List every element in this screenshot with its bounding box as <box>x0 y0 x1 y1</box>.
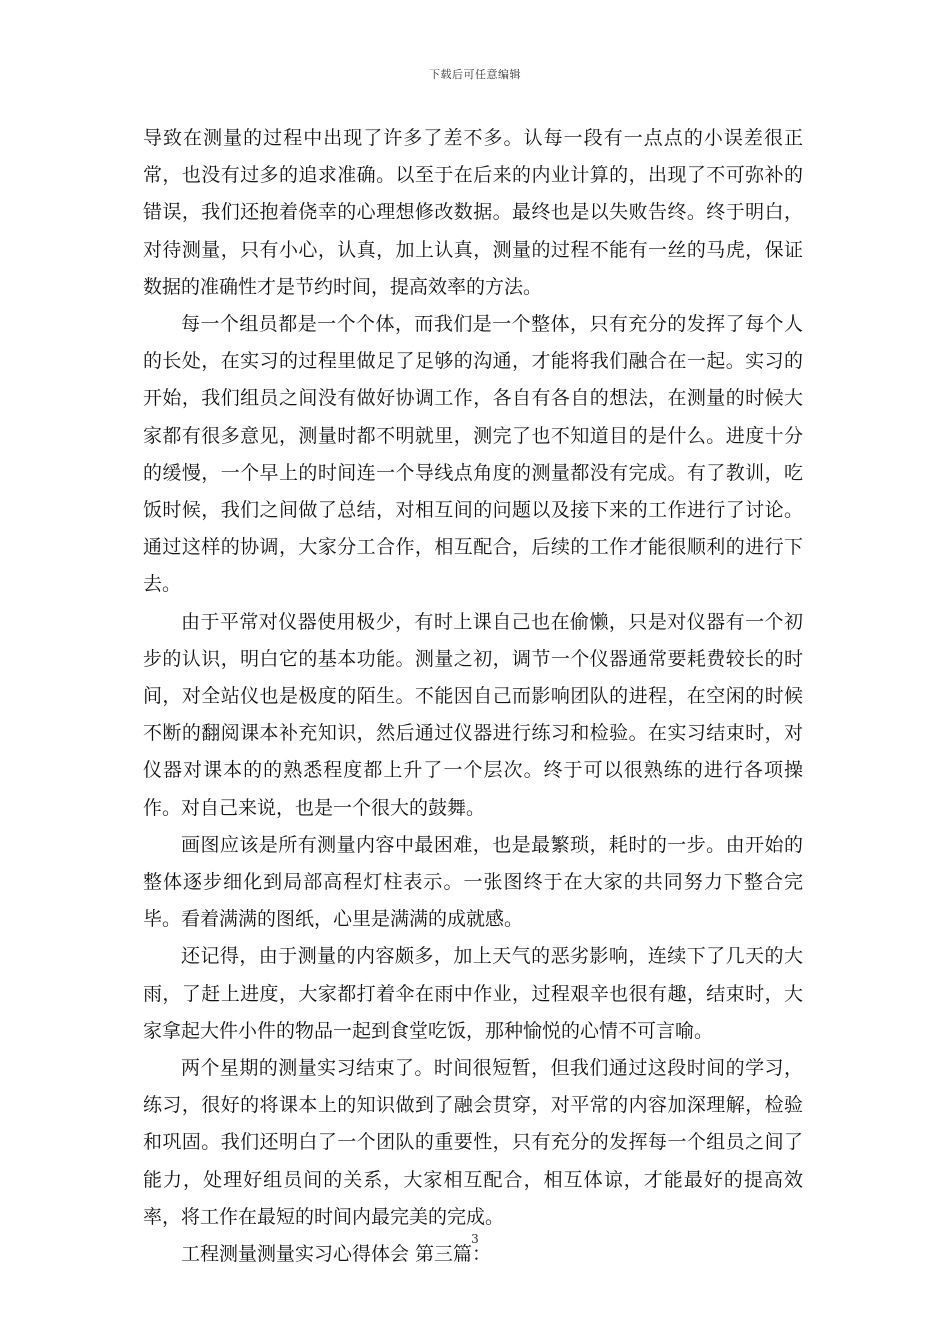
document-body <box>143 120 803 1273</box>
paragraph-3: 由于平常对仪器使用极少，有时上课自己也在偷懒，只是对仪器有一个初步的认识，明白它的基本功能。测量之初，调节一个仪器通常要耗费较长的时间，对全站仪也是极度的陌生。不能因自己而影响团队的进程，在空闲的时候不断的翻阅课本补充知识，然后通过仪器进行练习和检验。在实习结束时，对仪器对课本的的熟悉程度都上升了一个层次。终于可以很熟练的进行各项操作。对自己来说，也是一个很大的鼓舞。 <box>143 610 803 819</box>
paragraph-2: 每一个组员都是一个个体，而我们是一个整体，只有充分的发挥了每个人的长处，在实习的过程里做足了足够的沟通，才能将我们融合在一起。实习的开始，我们组员之间没有做好协调工作，各自有各自的想法，在测量的时候大家都有很多意见，测量时都不明就里，测完了也不知道目的是什么。进度十分的缓慢，一个早上的时间连一个导线点角度的测量都没有完成。有了教训，吃饭时候，我们之间做了总结，对相互间的问题以及接下来的工作进行了讨论。通过这样的协调，大家分工合作，相互配合，后续的工作才能很顺利的进行下去。 <box>143 313 803 596</box>
section-heading: 工程测量测量实习心得体会 第三篇： <box>181 1243 492 1266</box>
paragraph-4: 画图应该是所有测量内容中最困难，也是最繁琐，耗时的一步。由开始的整体逐步细化到局部高程灯柱表示。一张图终于在大家的共同努力下整合完毕。看着满满的图纸，心里是满满的成就感。 <box>143 833 803 931</box>
paragraph-6: 两个星期的测量实习结束了。时间很短暂，但我们通过这段时间的学习，练习，很好的将课本上的知识做到了融会贯穿，对平常的内容加深理解，检验和巩固。我们还明白了一个团队的重要性，只有充分的发挥每一个组员之间了能力，处理好组员间的关系，大家相互配合，相互体谅，才能最好的提高效率，将工作在最短的时间内最完美的完成。 <box>143 1057 803 1228</box>
page-number: 3 <box>471 1232 479 1246</box>
paragraph-1: 导致在测量的过程中出现了许多了差不多。认每一段有一点点的小误差很正常，也没有过多的追求准确。以至于在后来的内业计算的，出现了不可弥补的错误，我们还抱着侥幸的心理想修改数据。最终也是以失败告终。终于明白，对待测量，只有小心，认真，加上认真，测量的过程不能有一丝的马虎，保证数据的准确性才是节约时间，提高效率的方法。 <box>143 127 803 298</box>
page-header: 下载后可任意编辑 <box>429 68 521 81</box>
paragraph-5: 还记得，由于测量的内容颇多，加上天气的恶劣影响，连续下了几天的大雨，了赶上进度，大家都打着伞在雨中作业，过程艰辛也很有趣，结束时，大家拿起大件小件的物品一起到食堂吃饭，那种愉悦的心情不可言喻。 <box>143 945 803 1042</box>
